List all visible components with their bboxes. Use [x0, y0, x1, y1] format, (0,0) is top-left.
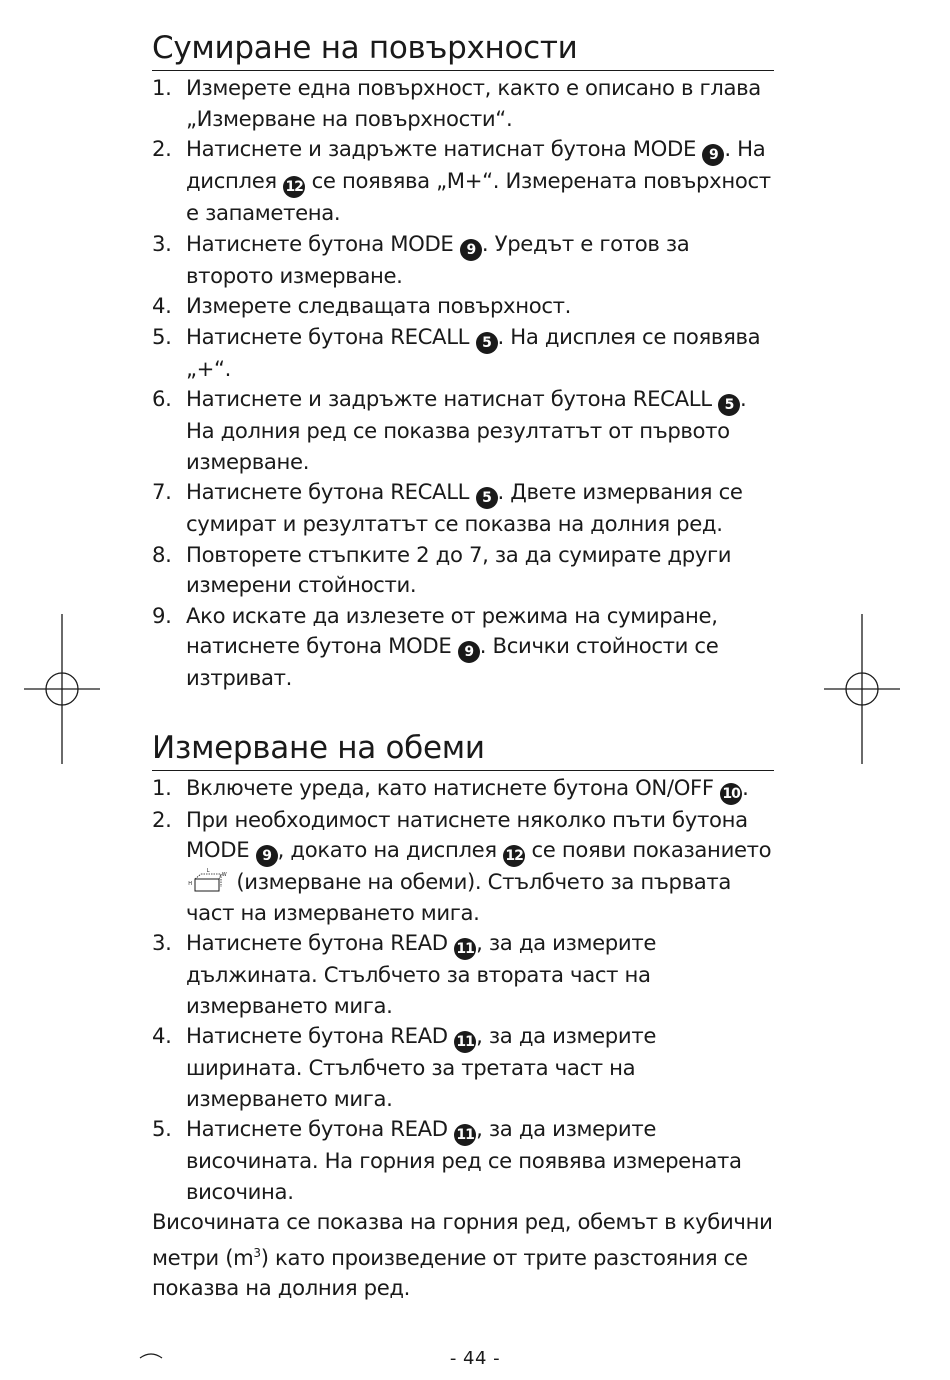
list-item: 4. Измерете следващата повърхност.: [152, 293, 572, 318]
svg-text:H: H: [188, 881, 192, 887]
list-item: 1. Измерете една повърхност, както е описано в глава „Измерване на повърхности“.: [152, 75, 761, 131]
callout-badge: 5: [476, 332, 498, 354]
list-item: 9. Ако искате да излезете от режима на сумиране, натиснете бутона MODE 9 . Всички стойности се изтриват.: [152, 602, 719, 690]
callout-badge: 11: [454, 1124, 476, 1146]
callout-badge: 9: [458, 641, 480, 663]
section-title-volume-measurement: Измерване на обеми: [152, 728, 774, 771]
volume-result-note: Височината се показва на горния ред, обемът в кубични метри $(m^3)$ като произведение от трите разстояния се показва на долния ред.: [152, 1209, 773, 1301]
list-item: 6. Натиснете и задръжте натиснат бутона RECALL 5 . На долния ред се показва резултатът от първото измерване.: [152, 386, 747, 474]
callout-badge: 12: [283, 176, 305, 198]
crop-mark-right: [824, 614, 900, 764]
svg-text:L: L: [206, 868, 210, 874]
callout-badge: 5: [476, 487, 498, 509]
list-item: 3. Натиснете бутона READ 11 , за да измерите дължината. Стълбчето за втората част на измерването мига.: [152, 930, 656, 1018]
callout-badge: 11: [454, 938, 476, 960]
section-title-area-summation: Сумиране на повърхности: [152, 28, 774, 71]
list-item: 4. Натиснете бутона READ 11 , за да измерите ширината. Стълбчето за третата част на измерването мига.: [152, 1023, 656, 1111]
list-item: 2. Натиснете и задръжте натиснат бутона MODE 9 . На дисплея 12 се появява „M+“. Измерената повърхност е запаметена.: [152, 136, 771, 225]
page-number: - 44 -: [449, 1348, 501, 1369]
callout-badge: 9: [702, 144, 724, 166]
callout-badge: 11: [454, 1031, 476, 1053]
callout-badge: 9: [256, 845, 278, 867]
area-summation-steps: [152, 73, 774, 694]
list-item: 2. При необходимост натиснете няколко пъти бутона MODE 9 , докато на дисплея 12 се появи показанието L W H (измерване на обеми). Стълбчето за първата част на измерването мига.: [152, 806, 772, 925]
callout-badge: 5: [718, 394, 740, 416]
list-item: 5. Натиснете бутона READ 11 , за да измерите височината. На горния ред се появява измерената височина.: [152, 1116, 742, 1204]
list-item: 8. Повторете стъпките 2 до 7, за да сумирате други измерени стойности.: [152, 541, 732, 597]
callout-badge: 12: [503, 845, 525, 867]
callout-badge: 9: [460, 239, 482, 261]
callout-badge: 10: [720, 783, 742, 805]
list-item: 5. Натиснете бутона RECALL 5 . На дисплея се появява „+“.: [152, 323, 761, 381]
list-item: 1. Включете уреда, като натиснете бутона ON/OFF 10 .: [152, 773, 774, 805]
svg-text:W: W: [221, 872, 227, 878]
volume-measurement-steps: [152, 773, 774, 1208]
volume-mode-icon: [188, 867, 228, 893]
crop-mark-left: [24, 614, 100, 764]
page-content: [152, 28, 774, 1304]
list-item: 3. Натиснете бутона MODE 9 . Уредът е готов за второто измерване.: [152, 230, 690, 288]
list-item: 7. Натиснете бутона RECALL 5 . Двете измервания се сумират и резултатът се показва на долния ред.: [152, 479, 743, 536]
